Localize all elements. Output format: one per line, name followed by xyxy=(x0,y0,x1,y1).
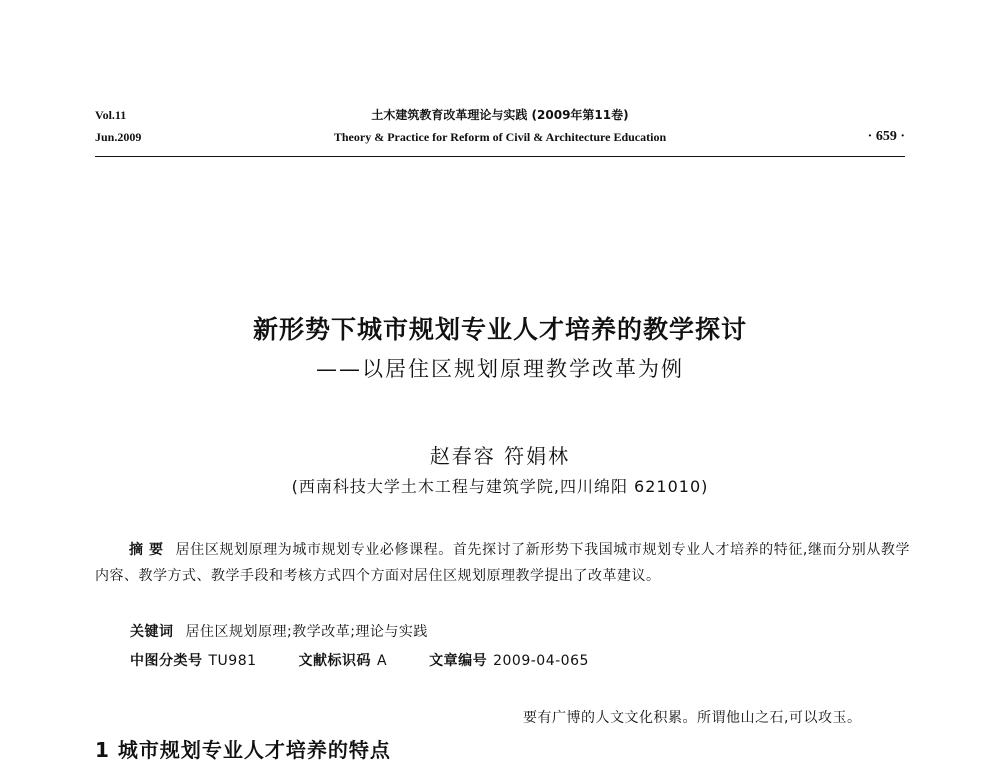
keywords xyxy=(130,621,428,641)
clc-value: TU981 xyxy=(208,653,257,669)
abstract-text: 居住区规划原理为城市规划专业必修课程。首先探讨了新形势下我国城市规划专业人才培养的特征,继而分别从教学内容、教学方式、教学手段和考核方式四个方面对居住区规划原理教学提出了改革建议。 xyxy=(95,542,910,584)
keywords-text: 居住区规划原理;教学改革;理论与实践 xyxy=(185,624,428,640)
article-subtitle: ——以居住区规划原理教学改革为例 xyxy=(316,357,684,381)
keywords-label: 关键词 xyxy=(130,624,174,640)
body-text-right: 要有广博的人文文化积累。所谓他山之石,可以攻玉。 xyxy=(523,710,862,726)
authors: 赵春容 符娟林 xyxy=(429,444,571,468)
article-title: 新形势下城市规划专业人才培养的教学探讨 xyxy=(252,315,747,344)
classification-row xyxy=(130,650,595,670)
doc-code-label: 文献标识码 xyxy=(298,653,372,669)
running-header xyxy=(95,104,905,157)
section-heading: 1 城市规划专业人才培养的特点 xyxy=(95,738,391,762)
journal-name xyxy=(95,104,905,148)
page-number: · 659 · xyxy=(867,129,905,144)
article-number-value: 2009-04-065 xyxy=(493,653,589,669)
abstract-label: 摘 要 xyxy=(129,542,164,558)
date-label: Jun.2009 xyxy=(95,130,142,144)
journal-name-en: Theory & Practice for Reform of Civil & Architecture Education xyxy=(333,130,667,144)
volume-label: Vol.11 xyxy=(95,108,127,122)
doc-code-value: A xyxy=(377,653,388,669)
journal-name-cn: 土木建筑教育改革理论与实践 (2009年第11卷) xyxy=(371,108,629,122)
abstract xyxy=(95,537,910,589)
clc-label: 中图分类号 xyxy=(130,653,203,669)
article-number-label: 文章编号 xyxy=(429,653,488,669)
affiliation: (西南科技大学土木工程与建筑学院,四川绵阳 621010) xyxy=(291,477,709,496)
